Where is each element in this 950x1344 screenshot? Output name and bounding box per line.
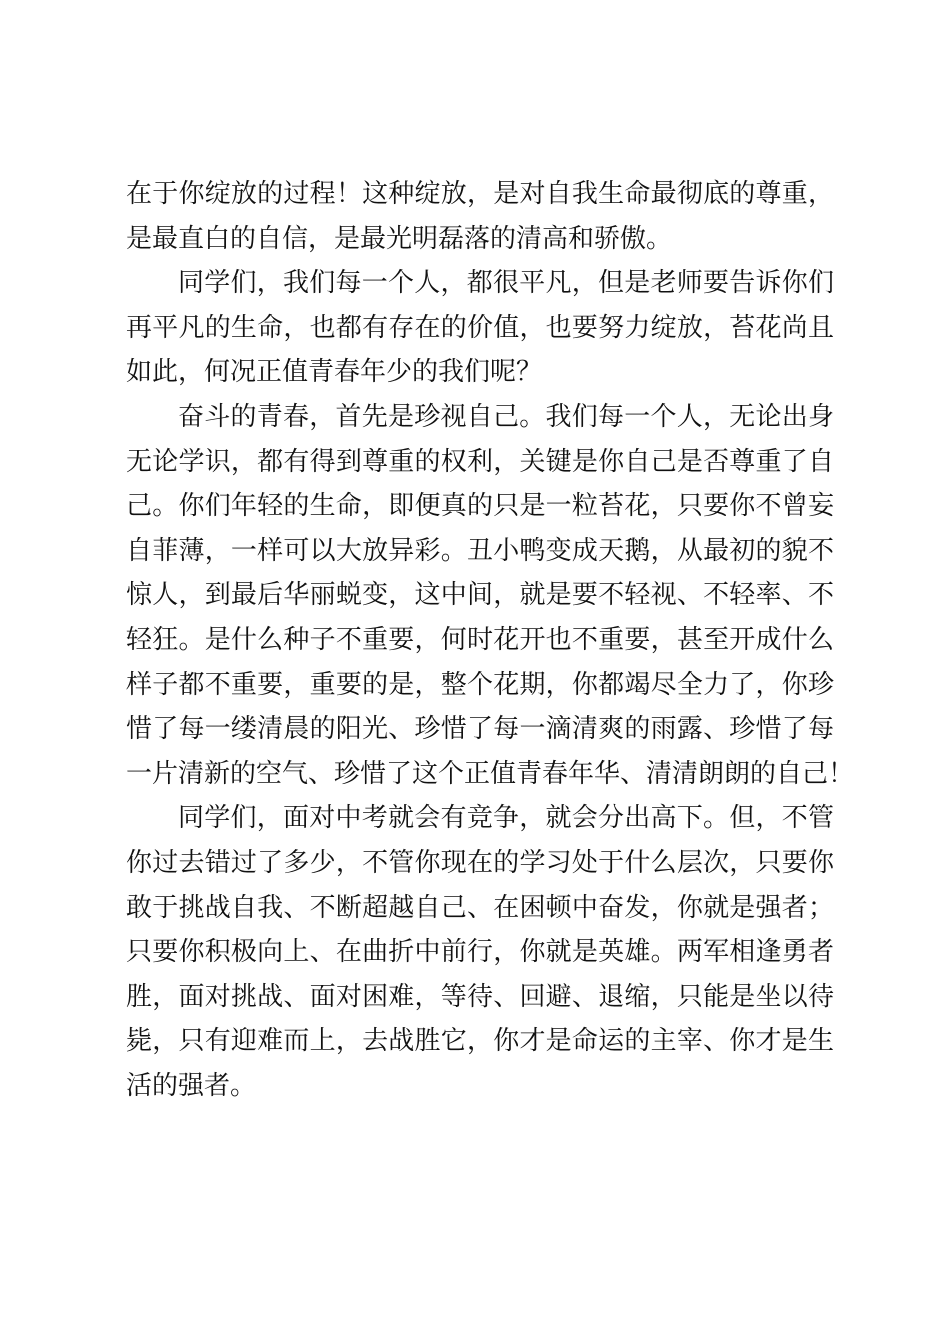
- text-line: 敢于挑战自我、不断超越自己、在困顿中奋发，你就是强者；: [126, 892, 834, 923]
- text-line: 在于你绽放的过程！这种绽放，是对自我生命最彻底的尊重，: [126, 179, 834, 209]
- paragraph-first-line: 同学们，面对中考就会有竞争，就会分出高下。但，不管: [178, 803, 834, 834]
- text-line: 惜了每一缕清晨的阳光、珍惜了每一滴清爽的雨露、珍惜了每: [126, 714, 834, 745]
- document-body: [126, 172, 855, 1108]
- text-line: 惊人，到最后华丽蜕变，这中间，就是要不轻视、不轻率、不: [126, 580, 834, 611]
- text-line: 你过去错过了多少，不管你现在的学习处于什么层次，只要你: [126, 847, 834, 878]
- text-line: 自菲薄，一样可以大放异彩。丑小鸭变成天鹅，从最初的貌不: [126, 535, 834, 566]
- text-line: 活的强者。: [126, 1070, 257, 1101]
- text-line: 一片清新的空气、珍惜了这个正值青春年华、清清朗朗的自己！: [126, 758, 855, 789]
- text-line: 只要你积极向上、在曲折中前行，你就是英雄。两军相逢勇者: [126, 937, 834, 968]
- text-line: 轻狂。是什么种子不重要，何时花开也不重要，甚至开成什么: [126, 624, 834, 655]
- text-line: 再平凡的生命，也都有存在的价值，也要努力绽放，苔花尚且: [126, 312, 834, 343]
- text-line: 己。你们年轻的生命，即便真的只是一粒苔花，只要你不曾妄: [126, 491, 834, 522]
- paragraph-first-line: 同学们，我们每一个人，都很平凡，但是老师要告诉你们: [178, 268, 834, 299]
- text-line: 胜，面对挑战、面对困难，等待、回避、退缩，只能是坐以待: [126, 981, 834, 1012]
- paragraph-first-line: 奋斗的青春，首先是珍视自己。我们每一个人，无论出身: [178, 401, 834, 432]
- text-line: 如此，何况正值青春年少的我们呢？: [126, 357, 543, 388]
- text-line: 无论学识，都有得到尊重的权利，关键是你自己是否尊重了自: [126, 446, 834, 477]
- text-line: 毙，只有迎难而上，去战胜它，你才是命运的主宰、你才是生: [126, 1026, 834, 1057]
- text-line: 样子都不重要，重要的是，整个花期，你都竭尽全力了，你珍: [126, 669, 834, 700]
- text-line: 是最直白的自信，是最光明磊落的清高和骄傲。: [126, 223, 673, 254]
